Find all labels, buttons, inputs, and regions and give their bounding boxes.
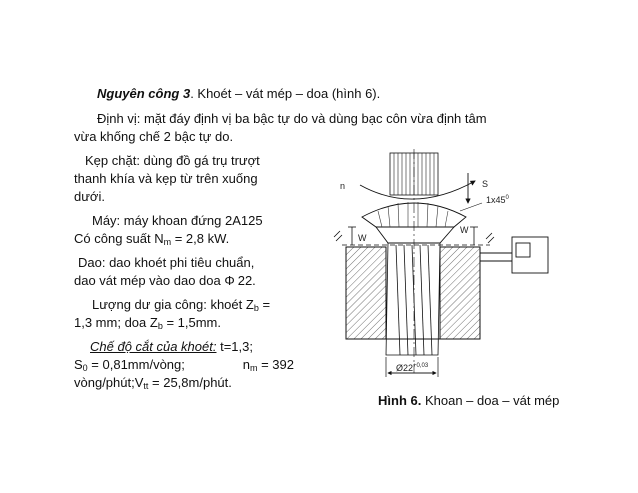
operation-heading [97,85,380,103]
workpiece [346,247,480,339]
rotation-arrow [360,181,475,199]
label-dimension: $Ø22^{+0,03}$ [396,363,429,373]
cutting-line-3: vòng/$phút;V_{tt}$ = 25,8m/phút. [74,375,232,391]
clamp-line-3: dưới. [74,189,105,204]
clamp-line-1: Kẹp chặt: dùng đồ gá trụ trượt [85,153,260,168]
label-chamfer: $1x45^0$ [486,195,509,205]
allowance-line-1: Lượng dư gia công: khoét $Z_b$ = [92,297,271,313]
reamer [386,243,440,355]
clamp-line-2: thanh khía và kẹp từ trên xuống [74,171,258,186]
label-n: n [340,181,346,191]
allowance-line-2: 1,3 mm; doa $Z_b = 1,5mm$. [74,315,221,331]
side-clamp [480,237,548,273]
cutting-label: Chế độ cắt của khoét: [90,339,217,354]
operation-subtitle: . Khoét – vát mép – doa (hình 6). [190,86,381,101]
tools-line-1: Dao: dao khoét phi tiêu chuẩn, [78,255,255,270]
fixture-drawing [300,145,585,385]
machine-line-1: Máy: máy khoan đứng 2A125 [92,213,263,228]
label-s: S [482,179,489,189]
locating-line-2: vừa khống chế 2 bậc tự do. [74,129,234,144]
tools-line-2: dao vát mép vào dao doa Φ 22. [74,273,256,288]
label-w-left: W [358,233,367,243]
operation-title: Nguyên công 3 [97,86,191,101]
cutting-line-2: $S_0$ = 0,81mm/vòng; $n_m = 392$ [74,357,294,373]
figure-caption: Hình 6. Khoan – doa – vát mép [378,393,560,408]
cutting-line-1: Chế độ cắt của khoét: t=1,3; [90,339,253,354]
machine-line-2: Có công suất $N_m = 2,8$ kW. [74,231,230,247]
phi-symbol: Φ [224,273,235,288]
locating-line-1: Định vị: mặt đáy định vị ba bậc tự do và dùng bạc côn vừa định tâm [97,111,487,126]
label-w-right: W [460,225,469,235]
